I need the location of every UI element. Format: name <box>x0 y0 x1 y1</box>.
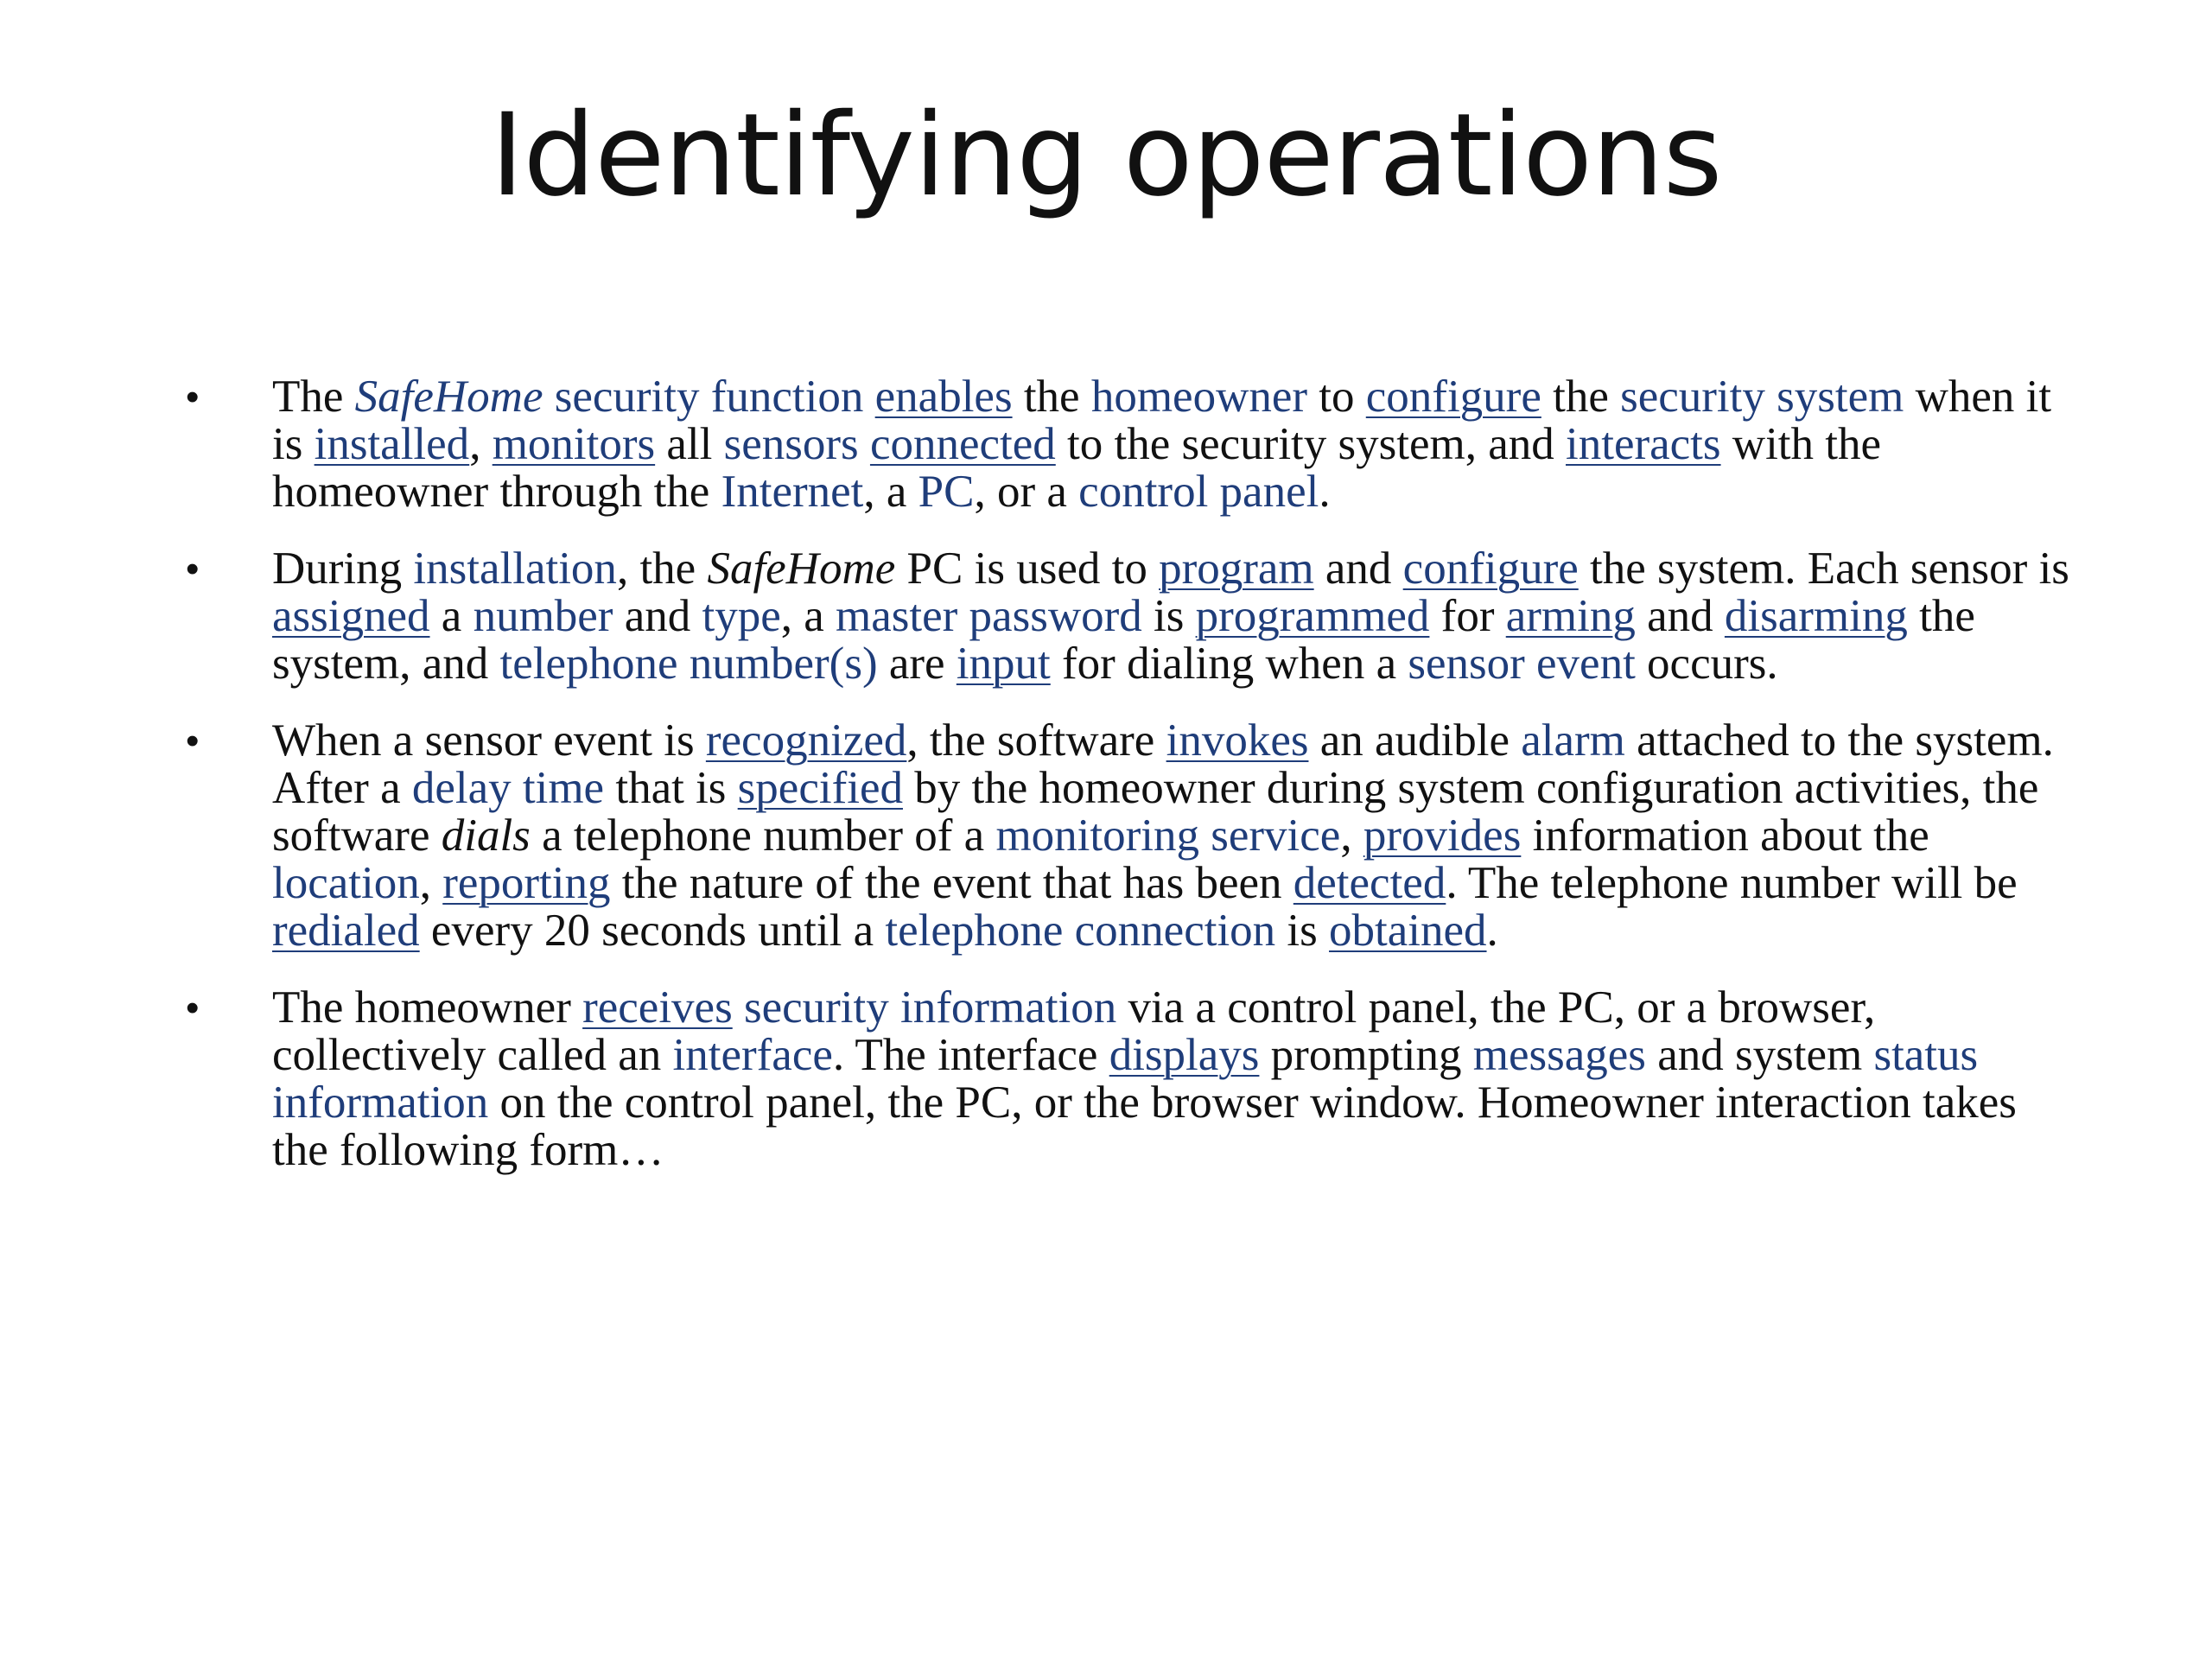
highlighted-noun: Internet <box>721 467 864 517</box>
bullet-icon: • <box>186 720 200 762</box>
text-segment: , <box>419 858 443 908</box>
italic-text: SafeHome <box>707 543 896 594</box>
bullet-text <box>272 543 2069 689</box>
highlighted-verb: connected <box>869 419 1056 469</box>
highlighted-verb: arming <box>1505 591 1636 641</box>
highlighted-noun: location <box>272 858 420 908</box>
bullet-text <box>272 982 2017 1175</box>
text-segment: When a sensor event is <box>272 715 706 766</box>
text-segment: is <box>1275 906 1330 956</box>
highlighted-verb: redialed <box>272 906 420 956</box>
highlighted-noun: master password <box>836 591 1142 641</box>
highlighted-noun: monitoring service <box>995 810 1341 861</box>
highlighted-noun: number <box>473 591 613 641</box>
highlighted-verb: invokes <box>1166 715 1309 766</box>
text-segment: a <box>429 591 474 641</box>
highlighted-noun: sensors <box>723 419 859 469</box>
highlighted-verb: receives <box>582 982 733 1033</box>
text-segment: an audible <box>1308 715 1522 766</box>
highlighted-verb: interacts <box>1566 419 1721 469</box>
highlighted-verb: detected <box>1293 858 1446 908</box>
text-segment: the system, and <box>272 591 1975 689</box>
bullet-item <box>186 373 2069 516</box>
highlighted-noun: security information <box>743 982 1117 1033</box>
text-segment: , or a <box>974 467 1079 517</box>
highlighted-noun: homeowner <box>1090 372 1308 422</box>
text-segment: , the <box>616 543 708 594</box>
highlighted-verb: reporting <box>442 858 611 908</box>
highlighted-noun: delay time <box>411 763 605 813</box>
text-segment: via a control panel, the PC, or a browser, collectively called an <box>272 982 1876 1080</box>
highlighted-noun: security system <box>1620 372 1904 422</box>
bullet-icon: • <box>186 987 200 1029</box>
highlighted-noun: telephone number(s) <box>499 639 878 689</box>
text-segment: PC is used to <box>895 543 1160 594</box>
text-segment: . The interface <box>832 1030 1109 1080</box>
text-segment: that is <box>604 763 738 813</box>
text-segment: every 20 seconds until a <box>419 906 886 956</box>
text-segment: and <box>1635 591 1725 641</box>
highlighted-noun: messages <box>1472 1030 1646 1080</box>
text-segment <box>543 372 554 422</box>
text-segment: for <box>1429 591 1506 641</box>
highlighted-noun: alarm <box>1521 715 1625 766</box>
text-segment: to <box>1307 372 1366 422</box>
highlighted-verb: configure <box>1365 372 1541 422</box>
bullet-item <box>186 545 2069 688</box>
slide-title: Identifying operations <box>490 89 1722 222</box>
text-segment: on the control panel, the PC, or the browser window. Homeowner interaction takes the following form… <box>272 1077 2017 1175</box>
text-segment: , <box>469 419 493 469</box>
highlighted-verb: enables <box>874 372 1013 422</box>
text-segment: when it is <box>272 372 2052 469</box>
bullet-text <box>272 372 2051 517</box>
text-segment: , <box>1340 810 1363 861</box>
text-segment: the <box>1541 372 1621 422</box>
highlighted-verb: assigned <box>272 591 430 641</box>
highlighted-verb: provides <box>1363 810 1522 861</box>
text-segment: occurs. <box>1635 639 1778 689</box>
highlighted-verb: obtained <box>1329 906 1487 956</box>
highlighted-noun: PC <box>918 467 975 517</box>
text-segment: the system. Each sensor is <box>1578 543 2069 594</box>
highlighted-verb: disarming <box>1724 591 1908 641</box>
text-segment: are <box>877 639 957 689</box>
highlighted-verb: specified <box>737 763 903 813</box>
text-segment: . The telephone number will be <box>1446 858 2018 908</box>
highlighted-noun: installation <box>413 543 617 594</box>
text-segment: , the software <box>906 715 1166 766</box>
text-segment <box>859 419 870 469</box>
text-segment: all <box>655 419 724 469</box>
text-segment: a telephone number of a <box>530 810 996 861</box>
highlighted-noun: security function <box>554 372 864 422</box>
highlighted-verb: programmed <box>1195 591 1430 641</box>
text-segment: The homeowner <box>272 982 583 1033</box>
text-segment: information about the <box>1521 810 1929 861</box>
text-segment: , a <box>780 591 836 641</box>
text-segment: prompting <box>1259 1030 1473 1080</box>
highlighted-noun: control panel <box>1078 467 1319 517</box>
text-segment: and <box>613 591 702 641</box>
text-segment: . <box>1319 467 1331 517</box>
italic-text: dials <box>441 810 531 861</box>
text-segment: attached to the system. After a <box>272 715 2054 813</box>
text-segment: , a <box>863 467 918 517</box>
text-segment: with the homeowner through the <box>272 419 1882 517</box>
highlighted-noun: interface <box>672 1030 833 1080</box>
text-segment: is <box>1141 591 1196 641</box>
highlighted-noun: SafeHome <box>354 372 543 422</box>
bullet-item <box>186 717 2069 955</box>
highlighted-verb: recognized <box>705 715 907 766</box>
highlighted-verb: displays <box>1109 1030 1260 1080</box>
highlighted-noun: type <box>702 591 781 641</box>
highlighted-verb: configure <box>1402 543 1579 594</box>
highlighted-verb: monitors <box>492 419 656 469</box>
text-segment <box>863 372 874 422</box>
highlighted-verb: input <box>956 639 1051 689</box>
bullet-item <box>186 984 2069 1174</box>
bullet-icon: • <box>186 548 200 590</box>
text-segment: by the homeowner during system configuration activities, the software <box>272 763 2039 861</box>
text-segment <box>733 982 744 1033</box>
bullet-icon: • <box>186 376 200 418</box>
highlighted-noun: telephone connection <box>885 906 1276 956</box>
highlighted-verb: program <box>1159 543 1314 594</box>
text-segment: and system <box>1645 1030 1874 1080</box>
text-segment: . <box>1486 906 1498 956</box>
text-segment: During <box>272 543 414 594</box>
text-segment: for dialing when a <box>1050 639 1408 689</box>
highlighted-noun: sensor event <box>1408 639 1636 689</box>
text-segment: and <box>1313 543 1403 594</box>
bullet-text <box>272 715 2054 956</box>
highlighted-noun: status information <box>272 1030 1979 1128</box>
text-segment: the <box>1012 372 1091 422</box>
text-segment: The <box>272 372 355 422</box>
text-segment: to the security system, and <box>1055 419 1567 469</box>
text-segment: the nature of the event that has been <box>610 858 1294 908</box>
bullet-list <box>186 373 2069 1204</box>
highlighted-verb: installed <box>314 419 470 469</box>
